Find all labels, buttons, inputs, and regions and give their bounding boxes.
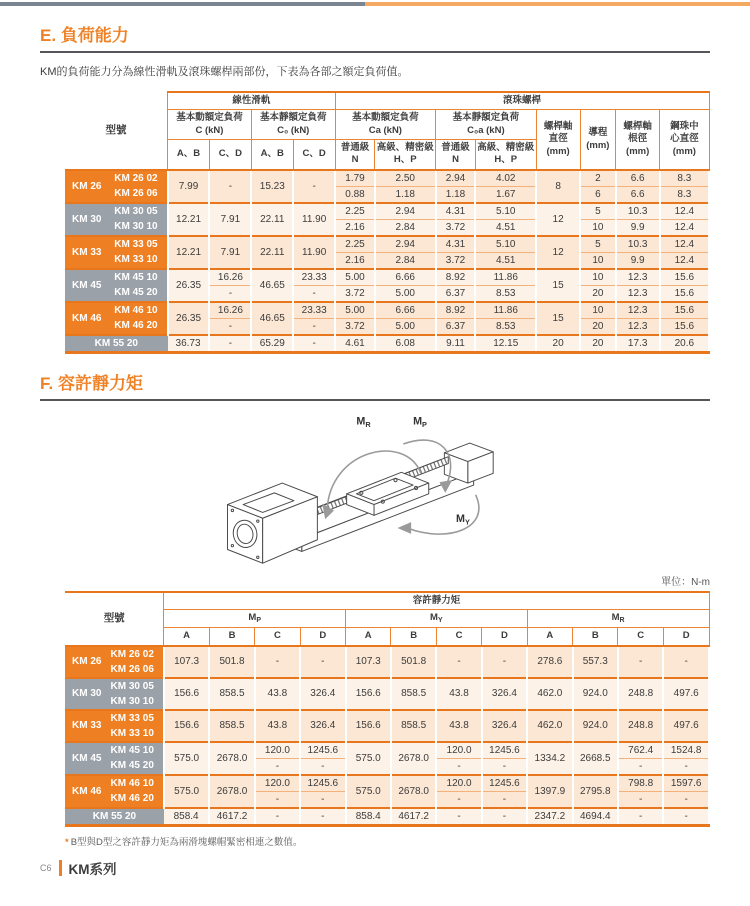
value-cell: 20 (580, 335, 616, 353)
col-header: A (346, 628, 391, 646)
mr-label: $M_R$ (356, 415, 371, 429)
value-cell: 8.53 (475, 285, 536, 302)
value-cell: 0.88 (335, 186, 375, 203)
value-cell: 107.3 (164, 646, 209, 678)
model-group-label: KM 30 (65, 678, 105, 710)
value-cell: - (293, 318, 335, 335)
value-cell: - (618, 791, 663, 808)
value-cell: 462.0 (527, 678, 572, 710)
mp-label: $M_P$ (413, 415, 427, 429)
value-cell: - (293, 335, 335, 353)
value-cell: 501.8 (391, 646, 436, 678)
col-header: C (255, 628, 300, 646)
value-cell: 6.66 (375, 269, 436, 286)
value-cell: - (482, 758, 527, 775)
col-header: $M_P$ (164, 610, 346, 628)
col-header: 基本靜額定負荷 C₀ (kN) (251, 110, 335, 140)
value-cell: 557.3 (573, 646, 618, 678)
value-cell: 15.6 (660, 269, 709, 286)
value-cell: 7.99 (168, 170, 210, 203)
col-header: D (482, 628, 527, 646)
value-cell: 2678.0 (209, 775, 254, 808)
value-cell: 5.10 (475, 236, 536, 253)
value-cell: 326.4 (300, 678, 345, 710)
value-cell: 12.21 (168, 203, 210, 236)
value-cell: 156.6 (164, 678, 209, 710)
value-cell: 4.51 (475, 219, 536, 236)
model-group-label: KM 46 (65, 302, 107, 335)
model-group-label: KM 45 (65, 742, 105, 775)
value-cell: 8.92 (436, 269, 476, 286)
value-cell: - (255, 646, 300, 678)
col-header: 線性滑軌 (168, 92, 336, 110)
value-cell: 11.90 (293, 203, 335, 236)
value-cell: 6.37 (436, 285, 476, 302)
value-cell: 248.8 (618, 678, 663, 710)
value-cell: 5.00 (375, 318, 436, 335)
section-e-intro: KM的負荷能力分為線性滑軌及滾珠螺桿兩部份，下表為各部之額定負荷值。 (40, 66, 409, 78)
value-cell: 4.61 (335, 335, 375, 353)
value-cell: 326.4 (482, 710, 527, 742)
value-cell: 12.21 (168, 236, 210, 269)
catalog-page (0, 21, 750, 878)
value-cell: 4617.2 (391, 808, 436, 826)
value-cell: 8.3 (660, 186, 709, 203)
value-cell: - (663, 791, 709, 808)
value-cell: 798.8 (618, 775, 663, 792)
col-header: 鋼珠中 心直徑 (mm) (660, 110, 709, 170)
value-cell: 2347.2 (527, 808, 572, 826)
section-e-title: E. 負荷能力 (40, 21, 710, 53)
footer-divider (59, 860, 62, 876)
value-cell: 8 (536, 170, 580, 203)
value-cell: - (618, 808, 663, 826)
value-cell: 3.72 (335, 318, 375, 335)
load-table (65, 91, 710, 354)
value-cell: 20 (536, 335, 580, 353)
value-cell: 15.6 (660, 302, 709, 319)
section-f-title: F. 容許靜力矩 (40, 369, 710, 401)
model-label: KM 26 02 (105, 646, 164, 662)
value-cell: 22.11 (251, 203, 293, 236)
model-label: KM 26 06 (105, 662, 164, 678)
col-header: 容許靜力矩 (164, 592, 709, 610)
series-name: KM系列 (68, 861, 117, 877)
footnote (65, 834, 710, 848)
col-header: D (663, 628, 709, 646)
model-label: KM 26 02 (107, 170, 168, 187)
value-cell: 5.00 (335, 302, 375, 319)
model-label: KM 33 10 (105, 726, 164, 742)
value-cell: - (300, 808, 345, 826)
value-cell: - (300, 758, 345, 775)
value-cell: 9.9 (616, 252, 660, 269)
value-cell: 1245.6 (482, 775, 527, 792)
col-header: A、B (168, 140, 210, 170)
value-cell: 2.94 (375, 236, 436, 253)
value-cell: 26.35 (168, 269, 210, 302)
col-header: 普通級 N (436, 140, 476, 170)
value-cell: 2678.0 (209, 742, 254, 775)
value-cell: 7.91 (209, 203, 251, 236)
value-cell: 10 (580, 219, 616, 236)
value-cell: 1245.6 (482, 742, 527, 759)
value-cell: 43.8 (436, 710, 481, 742)
model-label: KM 46 10 (105, 775, 164, 792)
value-cell: 11.86 (475, 269, 536, 286)
value-cell: - (255, 808, 300, 826)
value-cell: 20 (580, 318, 616, 335)
model-label: KM 30 05 (107, 203, 168, 220)
value-cell: 16.26 (209, 302, 251, 319)
value-cell: 43.8 (255, 710, 300, 742)
value-cell: 10.3 (616, 236, 660, 253)
value-cell: - (209, 170, 251, 203)
model-group-label: KM 33 (65, 236, 107, 269)
value-cell: 15.23 (251, 170, 293, 203)
value-cell: 858.4 (346, 808, 391, 826)
value-cell: - (482, 646, 527, 678)
col-header: 普通級 N (335, 140, 375, 170)
value-cell: 10 (580, 302, 616, 319)
value-cell: 11.90 (293, 236, 335, 269)
value-cell: 2678.0 (391, 742, 436, 775)
value-cell: 6.6 (616, 170, 660, 187)
value-cell: 46.65 (251, 269, 293, 302)
value-cell: 4.02 (475, 170, 536, 187)
value-cell: 12.15 (475, 335, 536, 353)
value-cell: 1.18 (436, 186, 476, 203)
value-cell: 5.00 (335, 269, 375, 286)
value-cell: 20 (580, 285, 616, 302)
col-header: 基本動額定負荷 C (kN) (168, 110, 252, 140)
model-label: KM 33 05 (107, 236, 168, 253)
value-cell: 924.0 (573, 678, 618, 710)
value-cell: 8.3 (660, 170, 709, 187)
model-label: KM 30 10 (105, 694, 164, 710)
col-header: A、B (251, 140, 293, 170)
value-cell: 858.5 (209, 710, 254, 742)
model-label: KM 33 05 (105, 710, 164, 726)
model-group-label: KM 55 20 (65, 335, 168, 353)
value-cell: 2668.5 (573, 742, 618, 775)
value-cell: 575.0 (164, 775, 209, 808)
col-header: $M_R$ (527, 610, 709, 628)
footnote-star: * (65, 836, 69, 848)
value-cell: 12.4 (660, 203, 709, 220)
value-cell: 858.5 (209, 678, 254, 710)
top-bar-orange-segment (365, 2, 750, 6)
model-group-label: KM 33 (65, 710, 105, 742)
value-cell: - (436, 808, 481, 826)
value-cell: 497.6 (663, 710, 709, 742)
value-cell: 1.18 (375, 186, 436, 203)
value-cell: 3.72 (436, 252, 476, 269)
value-cell: 8.92 (436, 302, 476, 319)
value-cell: 762.4 (618, 742, 663, 759)
value-cell: 3.72 (335, 285, 375, 302)
top-bar (0, 2, 750, 6)
value-cell: 10 (580, 269, 616, 286)
model-label: KM 46 20 (107, 318, 168, 335)
value-cell: 858.5 (391, 678, 436, 710)
col-header: 高級、精密級 H、P (475, 140, 536, 170)
value-cell: 43.8 (436, 678, 481, 710)
value-cell: 120.0 (255, 742, 300, 759)
model-label: KM 46 10 (107, 302, 168, 319)
carriage-block (347, 472, 429, 515)
value-cell: 7.91 (209, 236, 251, 269)
col-header: A (527, 628, 572, 646)
my-arrowhead-icon (397, 522, 411, 534)
model-label: KM 30 05 (105, 678, 164, 694)
model-group-label: KM 46 (65, 775, 105, 808)
value-cell: 15.6 (660, 318, 709, 335)
value-cell: 6.37 (436, 318, 476, 335)
value-cell: 15.6 (660, 285, 709, 302)
footnote-text: B型與D型之容許靜力矩為兩滑塊螺帽緊密相連之數值。 (70, 836, 303, 848)
value-cell: 501.8 (209, 646, 254, 678)
actuator-moment-diagram (40, 401, 710, 573)
value-cell: - (255, 758, 300, 775)
value-cell: 575.0 (346, 775, 391, 808)
col-header: B (391, 628, 436, 646)
value-cell: 858.5 (391, 710, 436, 742)
value-cell: 26.35 (168, 302, 210, 335)
value-cell: 2 (580, 170, 616, 187)
value-cell: - (209, 285, 251, 302)
value-cell: 12 (536, 203, 580, 236)
value-cell: 278.6 (527, 646, 572, 678)
value-cell: 248.8 (618, 710, 663, 742)
value-cell: - (436, 646, 481, 678)
value-cell: 1.79 (335, 170, 375, 187)
value-cell: - (663, 808, 709, 826)
value-cell: 12.4 (660, 236, 709, 253)
value-cell: 46.65 (251, 302, 293, 335)
model-label: KM 46 20 (105, 791, 164, 808)
value-cell: 120.0 (436, 775, 481, 792)
value-cell: 2.25 (335, 236, 375, 253)
value-cell: 9.11 (436, 335, 476, 353)
col-header: 滾珠螺桿 (335, 92, 709, 110)
value-cell: 23.33 (293, 302, 335, 319)
value-cell: 120.0 (255, 775, 300, 792)
value-cell: 575.0 (164, 742, 209, 775)
value-cell: - (663, 646, 709, 678)
model-label: KM 45 10 (107, 269, 168, 286)
page-footer (40, 858, 710, 878)
value-cell: 9.9 (616, 219, 660, 236)
value-cell: - (293, 170, 335, 203)
value-cell: 4.51 (475, 252, 536, 269)
value-cell: 858.4 (164, 808, 209, 826)
col-header: A (164, 628, 209, 646)
value-cell: 12.3 (616, 269, 660, 286)
value-cell: 4694.4 (573, 808, 618, 826)
value-cell: 1524.8 (663, 742, 709, 759)
model-label: KM 30 10 (107, 219, 168, 236)
value-cell: 1245.6 (300, 742, 345, 759)
value-cell: 107.3 (346, 646, 391, 678)
value-cell: - (255, 791, 300, 808)
col-header: 基本動額定負荷 Ca (kN) (335, 110, 436, 140)
col-header: 高級、精密級 H、P (375, 140, 436, 170)
value-cell: 23.33 (293, 269, 335, 286)
value-cell: 8.53 (475, 318, 536, 335)
col-header: 導程 (mm) (580, 110, 616, 170)
col-header: 螺桿軸 直徑 (mm) (536, 110, 580, 170)
value-cell: 1397.9 (527, 775, 572, 808)
value-cell: 326.4 (300, 710, 345, 742)
value-cell: 12.3 (616, 302, 660, 319)
value-cell: 10 (580, 252, 616, 269)
page-number: C6 (40, 862, 52, 873)
col-header: 基本靜額定負荷 C₀a (kN) (436, 110, 537, 140)
col-header: 型號 (65, 92, 168, 170)
value-cell: 36.73 (168, 335, 210, 353)
value-cell: 10.3 (616, 203, 660, 220)
model-label: KM 45 10 (105, 742, 164, 759)
col-header: B (573, 628, 618, 646)
model-label: KM 26 06 (107, 186, 168, 203)
col-header: C、D (209, 140, 251, 170)
value-cell: 156.6 (346, 710, 391, 742)
value-cell: 497.6 (663, 678, 709, 710)
col-header: $M_Y$ (346, 610, 528, 628)
value-cell: 2795.8 (573, 775, 618, 808)
value-cell: 6.66 (375, 302, 436, 319)
value-cell: 4.31 (436, 203, 476, 220)
value-cell: 16.26 (209, 269, 251, 286)
moment-table (65, 591, 710, 827)
value-cell: 4617.2 (209, 808, 254, 826)
col-header: D (300, 628, 345, 646)
value-cell: 12.4 (660, 252, 709, 269)
value-cell: 6.08 (375, 335, 436, 353)
value-cell: 22.11 (251, 236, 293, 269)
value-cell: 1.67 (475, 186, 536, 203)
value-cell: - (209, 318, 251, 335)
value-cell: 2.84 (375, 252, 436, 269)
col-header: C (618, 628, 663, 646)
value-cell: 156.6 (346, 678, 391, 710)
value-cell: 2.84 (375, 219, 436, 236)
value-cell: - (618, 758, 663, 775)
col-header: 螺桿軸 根徑 (mm) (616, 110, 660, 170)
value-cell: 12 (536, 236, 580, 269)
value-cell: 12.3 (616, 285, 660, 302)
model-label: KM 33 10 (107, 252, 168, 269)
value-cell: 1334.2 (527, 742, 572, 775)
value-cell: - (436, 758, 481, 775)
top-bar-gray-segment (0, 2, 365, 6)
model-group-label: KM 26 (65, 646, 105, 678)
model-label: KM 45 20 (105, 758, 164, 775)
motor-housing (228, 483, 318, 563)
value-cell: 2.16 (335, 252, 375, 269)
value-cell: - (618, 646, 663, 678)
col-header: C、D (293, 140, 335, 170)
value-cell: 43.8 (255, 678, 300, 710)
value-cell: 5.10 (475, 203, 536, 220)
actuator-drawing (210, 403, 540, 571)
value-cell: 120.0 (436, 742, 481, 759)
model-group-label: KM 45 (65, 269, 107, 302)
unit-note: 單位：N-m (661, 576, 710, 588)
value-cell: 2.94 (436, 170, 476, 187)
value-cell: 2678.0 (391, 775, 436, 808)
value-cell: 462.0 (527, 710, 572, 742)
col-header: C (436, 628, 481, 646)
value-cell: 11.86 (475, 302, 536, 319)
model-group-label: KM 55 20 (65, 808, 164, 826)
value-cell: - (663, 758, 709, 775)
value-cell: 12.4 (660, 219, 709, 236)
value-cell: - (300, 791, 345, 808)
value-cell: 5.00 (375, 285, 436, 302)
value-cell: 2.16 (335, 219, 375, 236)
value-cell: - (482, 791, 527, 808)
value-cell: 156.6 (164, 710, 209, 742)
value-cell: 15 (536, 269, 580, 302)
value-cell: - (300, 646, 345, 678)
value-cell: 12.3 (616, 318, 660, 335)
value-cell: 15 (536, 302, 580, 335)
value-cell: 2.50 (375, 170, 436, 187)
value-cell: 2.25 (335, 203, 375, 220)
value-cell: 1245.6 (300, 775, 345, 792)
col-header: B (209, 628, 254, 646)
value-cell: - (482, 808, 527, 826)
my-label: $M_Y$ (456, 512, 470, 527)
value-cell: 20.6 (660, 335, 709, 353)
value-cell: 5 (580, 236, 616, 253)
value-cell: 17.3 (616, 335, 660, 353)
value-cell: 4.31 (436, 236, 476, 253)
model-group-label: KM 26 (65, 170, 107, 203)
value-cell: 326.4 (482, 678, 527, 710)
model-label: KM 45 20 (107, 285, 168, 302)
value-cell: 1597.6 (663, 775, 709, 792)
value-cell: 6 (580, 186, 616, 203)
value-cell: - (293, 285, 335, 302)
value-cell: 2.94 (375, 203, 436, 220)
value-cell: 924.0 (573, 710, 618, 742)
value-cell: 575.0 (346, 742, 391, 775)
value-cell: 6.6 (616, 186, 660, 203)
value-cell: - (209, 335, 251, 353)
value-cell: 65.29 (251, 335, 293, 353)
value-cell: 5 (580, 203, 616, 220)
value-cell: - (436, 791, 481, 808)
model-group-label: KM 30 (65, 203, 107, 236)
value-cell: 3.72 (436, 219, 476, 236)
col-header: 型號 (65, 592, 164, 646)
